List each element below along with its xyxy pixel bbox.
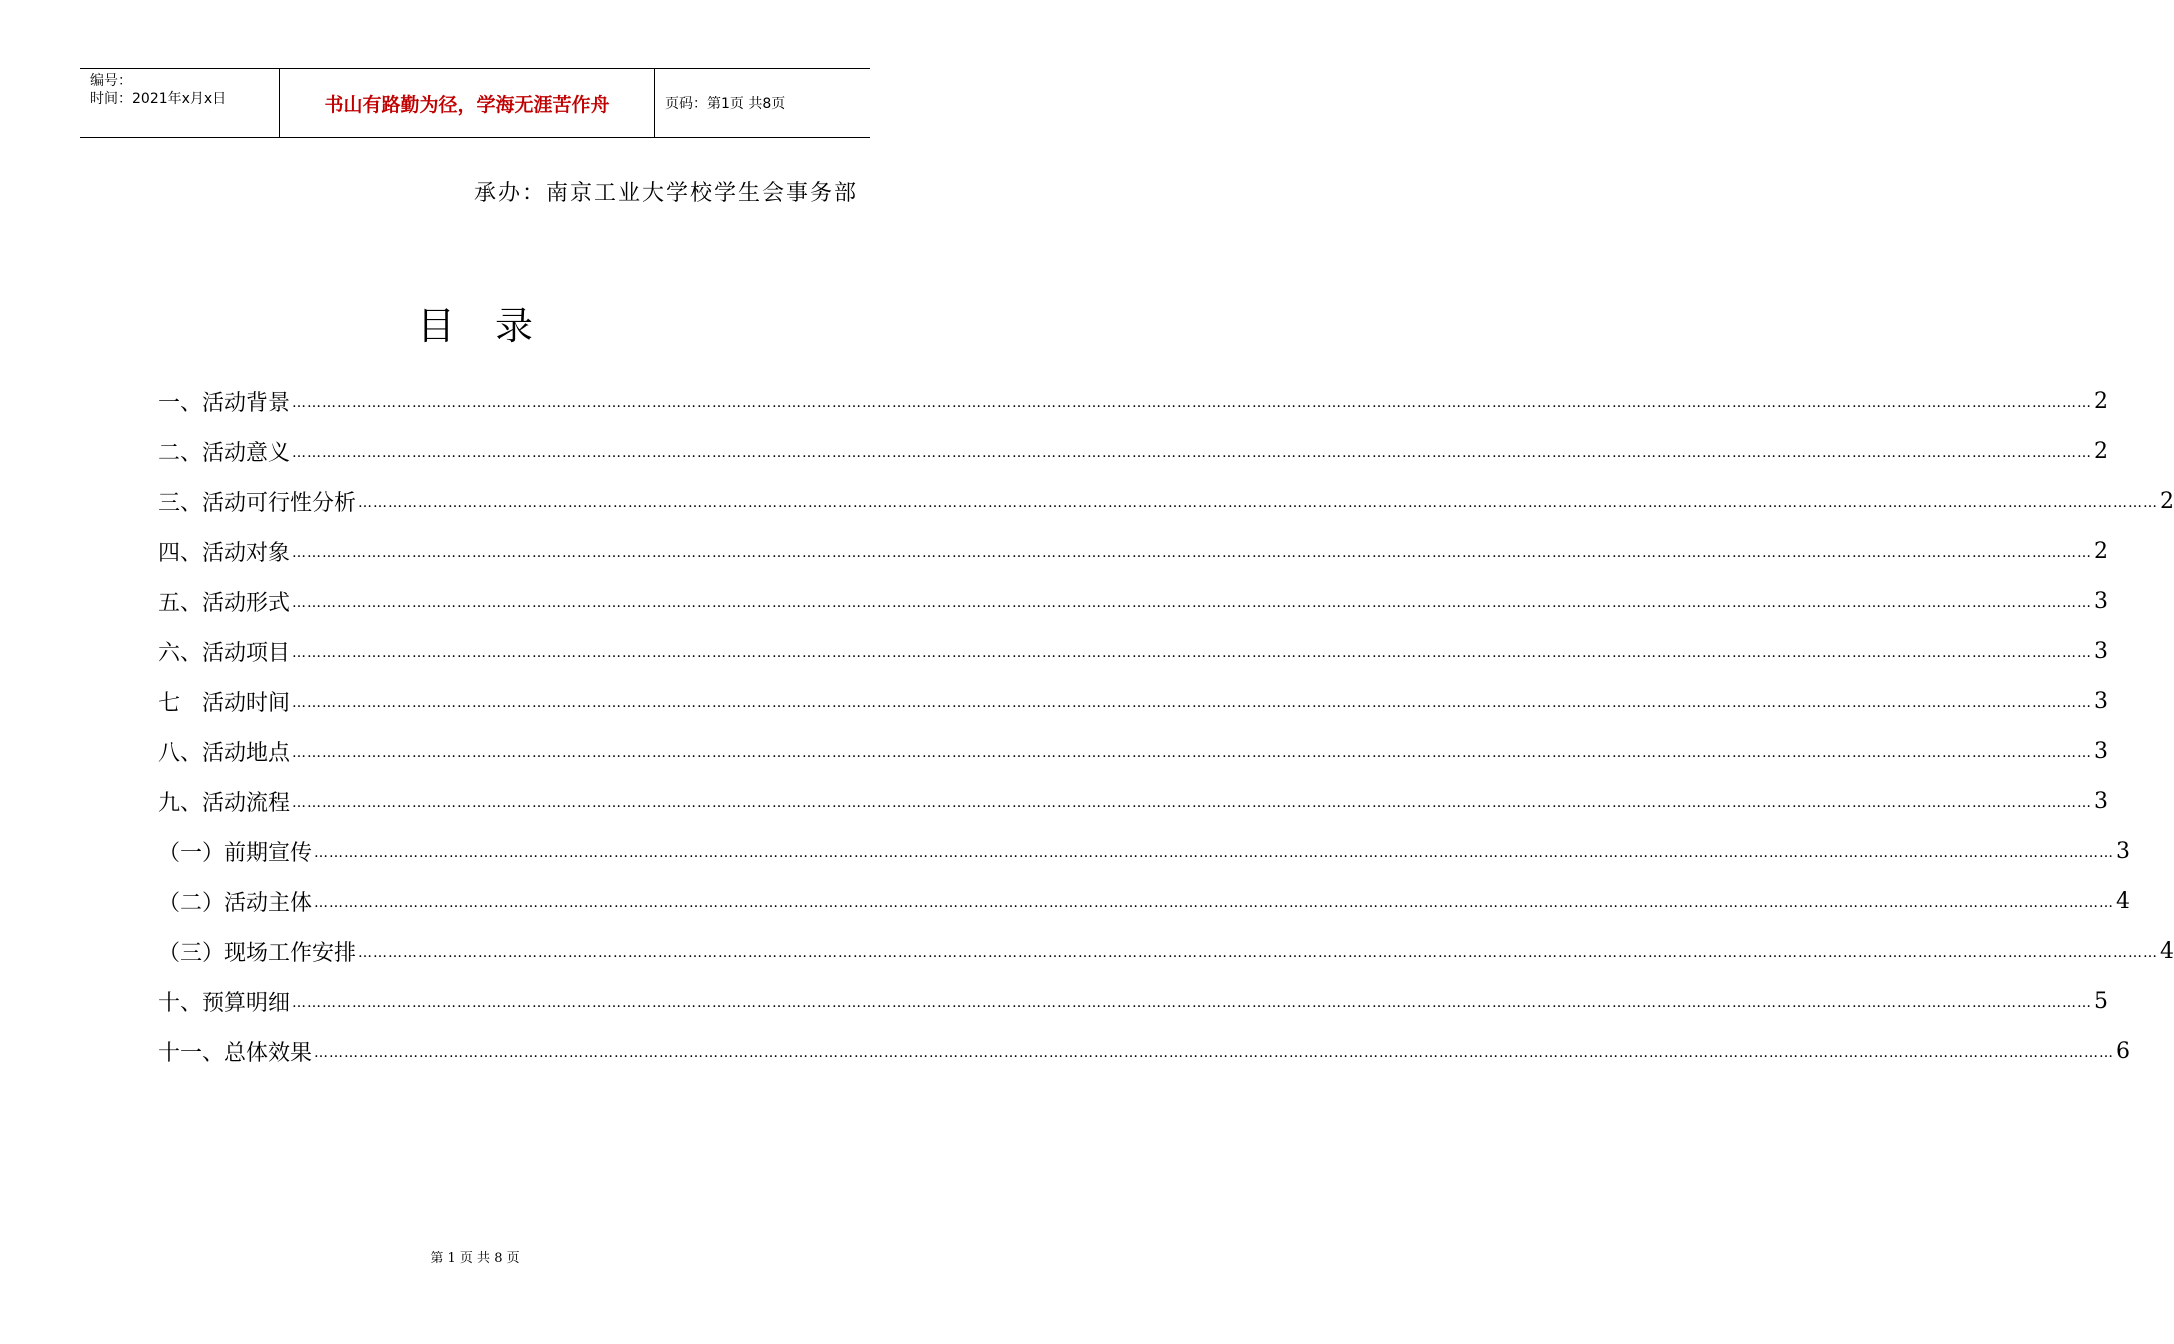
toc-entry[interactable] — [158, 926, 2174, 976]
header-meta — [80, 69, 280, 137]
toc-entry-label: 五、活动形式 — [158, 590, 291, 616]
toc-entry-page: 3 — [2094, 688, 2109, 714]
toc-entry-label: （三）现场工作安排 — [158, 940, 357, 966]
toc-entry-label: 一、活动背景 — [158, 390, 291, 416]
toc-entry-label: 十、预算明细 — [158, 990, 291, 1016]
header-page-info: 页码：第1页 共8页 — [665, 96, 786, 112]
toc-entry-page: 2 — [2160, 488, 2174, 514]
page-footer: 第 1 页 共 8 页 — [430, 1251, 520, 1266]
toc-entry-label: 八、活动地点 — [158, 740, 291, 766]
toc-dot-leader: ……………………………………………………………………………………………………………………………………………………………………………………………………………………………………………………………………………………………………………………………… — [292, 545, 2093, 561]
number-label: 编号： — [90, 73, 132, 89]
toc-entry[interactable] — [158, 526, 2109, 576]
toc-entry-page: 2 — [2094, 438, 2109, 464]
toc-entry-page: 2 — [2094, 538, 2109, 564]
organizer-line: 承办：南京工业大学校学生会事务部 — [473, 181, 858, 206]
toc-title: 目录 — [416, 304, 573, 348]
toc-dot-leader: ……………………………………………………………………………………………………………………………………………………………………………………………………………………………………………………………………………………………………………………………… — [314, 845, 2115, 861]
header-motto: 书山有路勤为径，学海无涯苦作舟 — [280, 69, 655, 137]
toc-dot-leader: ……………………………………………………………………………………………………………………………………………………………………………………………………………………………………………………………………………………………………………………………… — [292, 695, 2093, 711]
toc-entry[interactable] — [158, 376, 2109, 426]
toc-entry-label: （二）活动主体 — [158, 890, 313, 916]
toc-dot-leader: ……………………………………………………………………………………………………………………………………………………………………………………………………………………………………………………………………………………………………………………………… — [292, 745, 2093, 761]
toc-entry[interactable] — [158, 776, 2109, 826]
toc-entry-page: 2 — [2094, 388, 2109, 414]
toc-entry-label: （一）前期宣传 — [158, 840, 313, 866]
toc-dot-leader: ……………………………………………………………………………………………………………………………………………………………………………………………………………………………………………………………………………………………………………………………… — [292, 395, 2093, 411]
toc-entry[interactable] — [158, 476, 2174, 526]
toc-dot-leader: ……………………………………………………………………………………………………………………………………………………………………………………………………………………………………………………………………………………………………………………………… — [292, 445, 2093, 461]
toc-entry-page: 3 — [2094, 788, 2109, 814]
toc-entry[interactable] — [158, 1026, 2131, 1076]
toc-entry[interactable] — [158, 826, 2131, 876]
toc-entry-page: 3 — [2094, 588, 2109, 614]
toc-entry[interactable] — [158, 426, 2109, 476]
toc-dot-leader: ……………………………………………………………………………………………………………………………………………………………………………………………………………………………………………………………………………………………………………………………… — [358, 945, 2159, 961]
toc-entry-label: 九、活动流程 — [158, 790, 291, 816]
toc-dot-leader: ……………………………………………………………………………………………………………………………………………………………………………………………………………………………………………………………………………………………………………………………… — [314, 895, 2115, 911]
toc-entry[interactable] — [158, 676, 2109, 726]
toc-entry[interactable] — [158, 876, 2131, 926]
toc-entry-label: 二、活动意义 — [158, 440, 291, 466]
toc-dot-leader: ……………………………………………………………………………………………………………………………………………………………………………………………………………………………………………………………………………………………………………………………… — [292, 995, 2093, 1011]
toc-entry[interactable] — [158, 976, 2109, 1026]
toc-entry-page: 3 — [2094, 638, 2109, 664]
toc-entry-page: 6 — [2116, 1038, 2131, 1064]
toc-entry-label: 六、活动项目 — [158, 640, 291, 666]
table-of-contents — [158, 376, 2174, 1076]
page-header — [80, 68, 870, 138]
toc-entry-page: 4 — [2116, 888, 2131, 914]
toc-dot-leader: ……………………………………………………………………………………………………………………………………………………………………………………………………………………………………………………………………………………………………………………………… — [292, 645, 2093, 661]
toc-entry-page: 3 — [2116, 838, 2131, 864]
toc-entry-page: 3 — [2094, 738, 2109, 764]
toc-entry-label: 四、活动对象 — [158, 540, 291, 566]
toc-entry[interactable] — [158, 726, 2109, 776]
toc-dot-leader: ……………………………………………………………………………………………………………………………………………………………………………………………………………………………………………………………………………………………………………………………… — [292, 795, 2093, 811]
toc-dot-leader: ……………………………………………………………………………………………………………………………………………………………………………………………………………………………………………………………………………………………………………………………… — [358, 495, 2159, 511]
time-label: 时间：2021年x月x日 — [90, 91, 227, 107]
toc-entry[interactable] — [158, 576, 2109, 626]
toc-entry-label: 七 活动时间 — [158, 690, 291, 716]
toc-dot-leader: ……………………………………………………………………………………………………………………………………………………………………………………………………………………………………………………………………………………………………………………………… — [314, 1045, 2115, 1061]
toc-entry-page: 5 — [2094, 988, 2109, 1014]
toc-dot-leader: ……………………………………………………………………………………………………………………………………………………………………………………………………………………………………………………………………………………………………………………………… — [292, 595, 2093, 611]
toc-entry-page: 4 — [2160, 938, 2174, 964]
toc-entry-label: 十一、总体效果 — [158, 1040, 313, 1066]
toc-entry[interactable] — [158, 626, 2109, 676]
toc-entry-label: 三、活动可行性分析 — [158, 490, 357, 516]
